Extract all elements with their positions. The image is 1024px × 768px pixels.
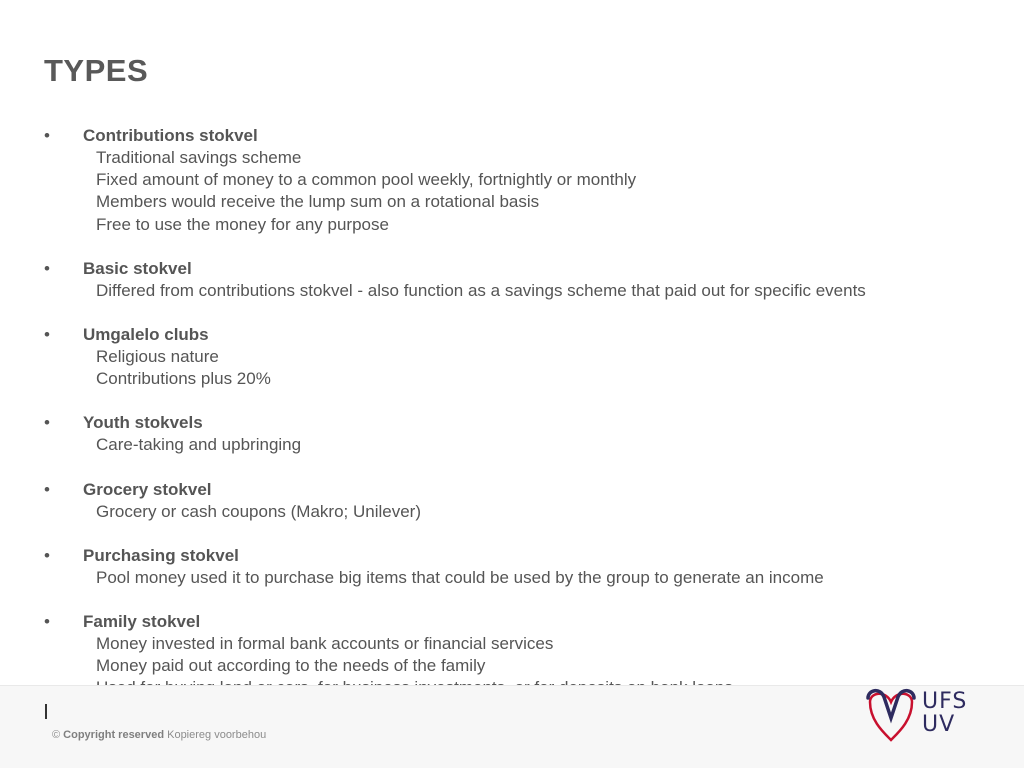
stokvel-type-detail: Members would receive the lump sum on a rotational basis — [96, 192, 540, 212]
stokvel-type-detail: Care-taking and upbringing — [96, 435, 302, 455]
ufs-logo-line1: UFS — [922, 689, 968, 714]
stokvel-type-detail: Religious nature — [96, 347, 219, 367]
stokvel-type-detail: Differed from contributions stokvel - also function as a savings scheme that paid out for specific events — [96, 280, 866, 300]
stokvel-type-title: Purchasing stokvel — [83, 545, 239, 565]
stokvel-type-title: Youth stokvels — [83, 413, 203, 433]
stokvel-type-title: Contributions stokvel — [83, 126, 258, 145]
stokvel-types-list — [44, 125, 1004, 722]
stokvel-type-detail: Money paid out according to the needs of the family — [96, 656, 486, 676]
stokvel-type-item — [44, 258, 1004, 302]
stokvel-type-item — [44, 412, 1004, 456]
stokvel-type-item — [44, 479, 1004, 523]
stokvel-type-detail: Traditional savings scheme — [96, 148, 302, 167]
stokvel-type-title: Family stokvel — [83, 612, 201, 632]
bullet-marker: • — [44, 126, 50, 145]
stokvel-type-detail: Money invested in formal bank accounts or financial services — [96, 634, 554, 654]
stokvel-type-title: Grocery stokvel — [83, 479, 212, 499]
bullet-marker: • — [44, 258, 50, 278]
copyright-notice — [52, 728, 266, 742]
stokvel-type-detail: Pool money used it to purchase big items that could be used by the group to generate an income — [96, 567, 824, 587]
ufs-logo-line2: UV — [922, 712, 956, 737]
bullet-marker: • — [44, 325, 50, 345]
stokvel-type-item — [44, 324, 1004, 390]
copyright-strong-text: Copyright reserved — [63, 729, 165, 741]
bullet-marker: • — [44, 479, 50, 499]
stokvel-type-title: Umgalelo clubs — [83, 325, 209, 345]
stokvel-type-item — [44, 125, 1004, 236]
bullet-marker: • — [44, 413, 50, 433]
stokvel-type-detail: Free to use the money for any purpose — [96, 214, 389, 234]
stokvel-type-detail: Grocery or cash coupons (Makro; Unilever) — [96, 501, 422, 521]
bullet-marker: • — [44, 545, 50, 565]
stokvel-type-detail: Contributions plus 20% — [96, 369, 271, 389]
text-cursor — [45, 704, 47, 719]
copyright-afrikaans-text: Kopiereg voorbehou — [167, 729, 267, 741]
ufs-logo-text — [922, 690, 967, 736]
slide-title: TYPES — [44, 53, 149, 88]
stokvel-type-detail: Fixed amount of money to a common pool weekly, fortnightly or monthly — [96, 170, 637, 190]
stokvel-type-title: Basic stokvel — [83, 258, 192, 278]
bullet-marker: • — [44, 612, 50, 632]
stokvel-type-item — [44, 545, 1004, 589]
copyright-symbol: © — [52, 729, 61, 741]
